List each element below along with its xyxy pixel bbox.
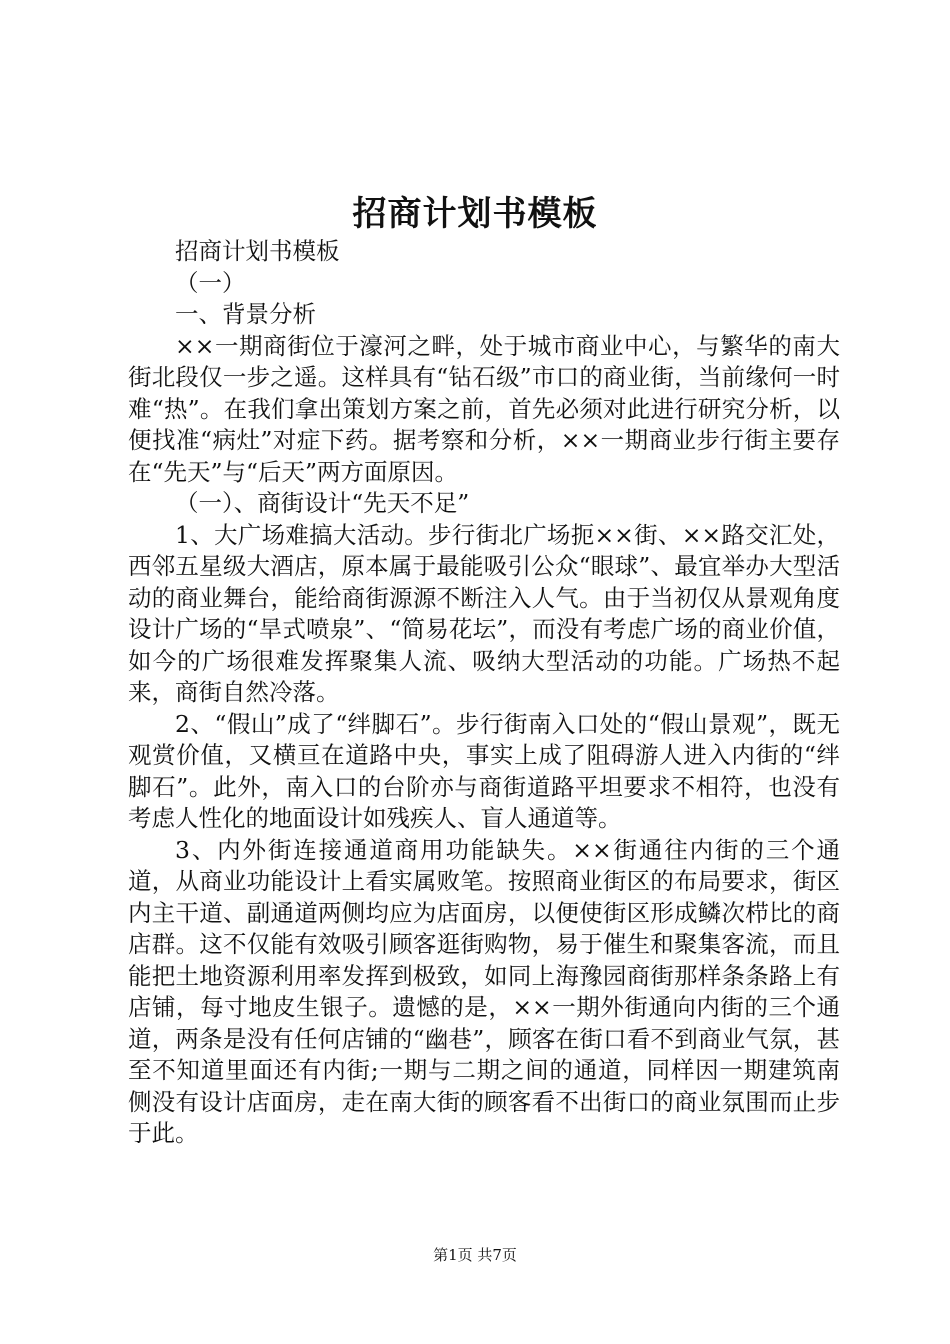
paragraph-background-analysis: ××一期商街位于濠河之畔，处于城市商业中心，与繁华的南大街北段仅一步之遥。这样具有“钻石级”市口的商业街，当前缘何一时难“热”。在我们拿出策划方案之前，首先必须对此进行研究分析，以便找准“病灶”对症下药。据考察和分析，××一期商业步行街主要存在“先天”与“后天”两方面原因。 — [128, 331, 840, 486]
page-footer: 第1页 共7页 — [433, 1246, 517, 1264]
paragraph-heading-design: （一）、商街设计“先天不足” — [175, 489, 470, 517]
paragraph-heading-background: 一、背景分析 — [175, 300, 316, 328]
document-body — [128, 236, 840, 1150]
document-title: 招商计划书模板 — [352, 194, 598, 234]
paragraph-section-number: （一） — [175, 268, 246, 297]
paragraph-point-2: 2、“假山”成了“绊脚石”。步行街南入口处的“假山景观”，既无观赏价值，又横亘在道路中央，事实上成了阻碍游人进入内街的“绊脚石”。此外，南入口的台阶亦与商街道路平坦要求不相符，也没有考虑人性化的地面设计如残疾人、盲人通道等。 — [128, 709, 840, 832]
paragraph-subtitle: 招商计划书模板 — [175, 237, 340, 265]
paragraph-point-3: 3、内外街连接通道商用功能缺失。××街通往内街的三个通道，从商业功能设计上看实属败笔。按照商业街区的布局要求，街区内主干道、副通道两侧均应为店面房，以便使街区形成鳞次栉比的商店群。这不仅能有效吸引顾客逛街购物，易于催生和聚集客流，而且能把土地资源利用率发挥到极致，如同上海豫园商街那样条条路上有店铺，每寸地皮生银子。遗憾的是，××一期外街通向内街的三个通道，两条是没有任何店铺的“幽巷”，顾客在街口看不到商业气氛，甚至不知道里面还有内街;一期与二期之间的通道，同样因一期建筑南侧没有设计店面房，走在南大街的顾客看不出街口的商业氛围而止步于此。 — [128, 835, 840, 1147]
paragraph-point-1: 1、大广场难搞大活动。步行街北广场扼××街、××路交汇处，西邻五星级大酒店，原本属于最能吸引公众“眼球”、最宜举办大型活动的商业舞台，能给商街源源不断注入人气。由于当初仅从景观角度设计广场的“旱式喷泉”、“简易花坛”，而没有考虑广场的商业价值，如今的广场很难发挥聚集人流、吸纳大型活动的功能。广场热不起来，商街自然冷落。 — [128, 520, 840, 706]
